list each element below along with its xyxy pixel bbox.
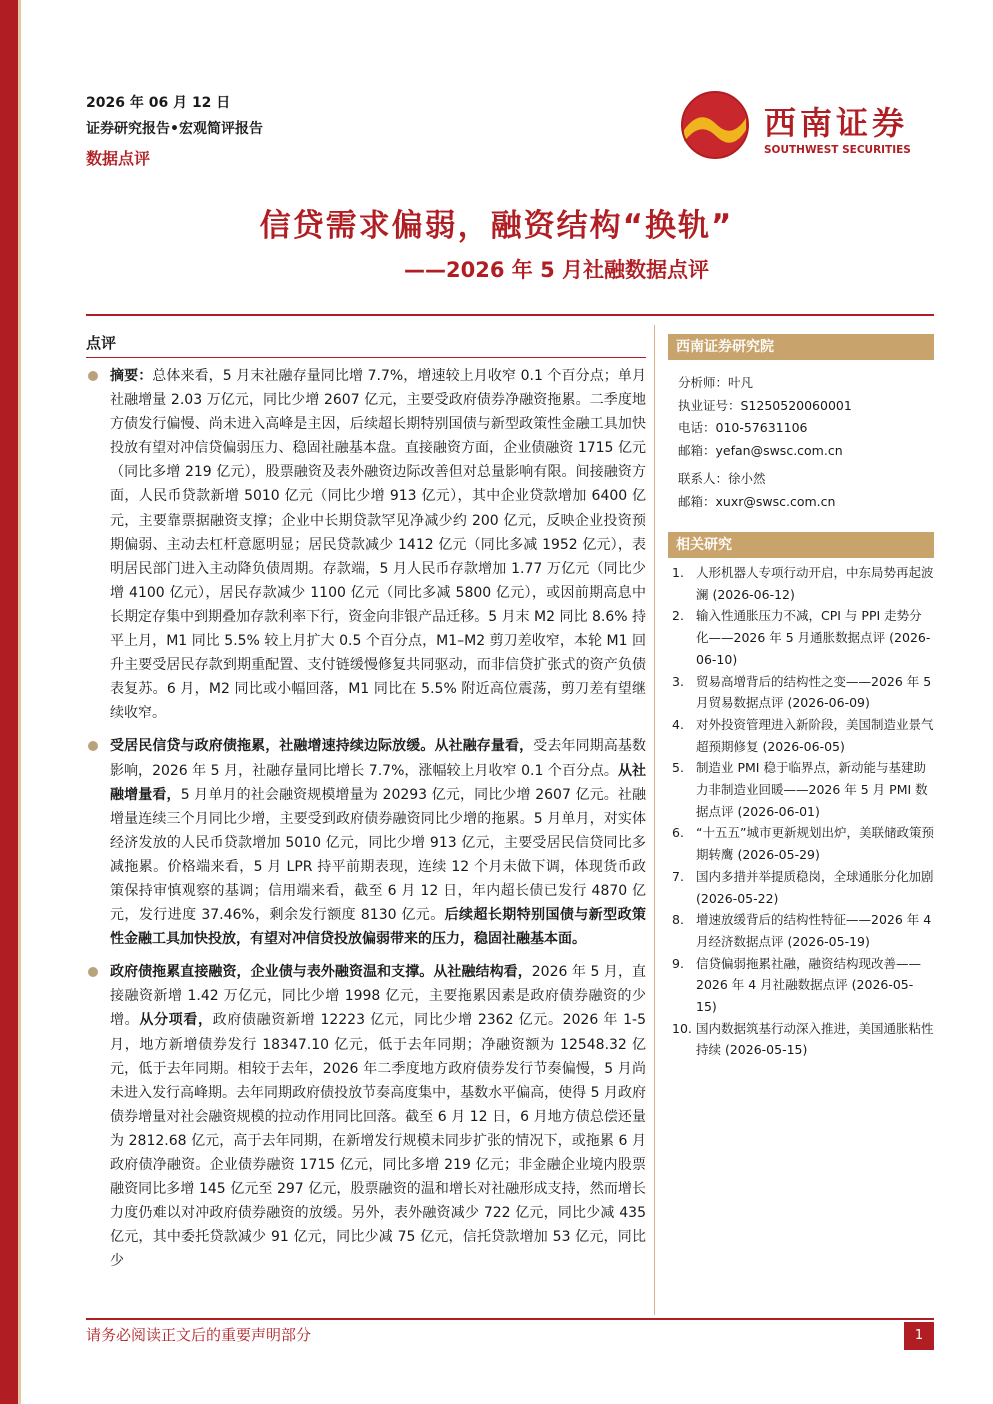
related-research-list <box>668 558 934 1061</box>
paragraph-lead: 受居民信贷与政府债拖累，社融增速持续边际放缓。从社融存量看， <box>110 738 534 755</box>
paragraph-body: 受去年同期高基数影响，2026 年 5 月，社融存量同比增长 7.7%，涨幅较上月收窄 0.1 个百分点。 <box>110 738 647 779</box>
logo-name-en: SOUTHWEST SECURITIES <box>764 144 911 156</box>
page-subtitle: ——2026 年 5 月社融数据点评 <box>404 258 709 282</box>
paragraph-body-2: 5 月单月的社会融资规模增量为 20293 亿元，同比少增 2607 亿元。社融增量连续三个月同比少增，主要受到政府债券融资同比少增的拖累。5 月单月，对实体经济发放的人民币贷款增加 5010 亿元，同比少增 913 亿元，主要受居民信贷同比多减拖累。价格端来看，5 月 LPR 持平前期表现，连续 12 个月未做下调，体现货币政策保持审慎观察的基调；信用端来看，截至 6 月 12 日，年内超长债已发行 4870 亿元，发行进度 37.46%，剩余发行额度 8130 亿元。 <box>110 786 646 924</box>
related-item[interactable]: 8. 增速放缓背后的结构性特征——2026 年 4 月经济数据点评 (2026-05-19) <box>672 912 932 949</box>
logo-name-cn: 西南证券 <box>764 104 909 142</box>
paragraph-body: 2026 年 5 月，直接融资新增 1.42 万亿元，同比少增 1998 亿元，主要拖累因素是政府债券融资的少增。 <box>110 964 647 1029</box>
paragraph-body-2: 政府债融资新增 12223 亿元，同比少增 2362 亿元。2026 年 1-5 月，地方新增债券发行 18347.10 亿元，低于去年同期；净融资额为 12548.32 亿元，低于去年同期。相较于去年，2026 年二季度地方政府债券发行节奏偏慢，5 月尚未进入发行高峰期。去年同期政府债投放节奏高度集中，基数水平偏高，使得 5 月政府债券增量对社会融资规模的拉动作用同比回落。截至 6 月 12 日，6 月地方债总偿还量为 2812.68 亿元，高于去年同期，在新增发行规模未同步扩张的情况下，或拖累 6 月政府债净融资。企业债券融资 1715 亿元，同比多增 219 亿元；非金融企业境内股票融资同比多增 145 亿元至 297 亿元，股票融资的温和增长对社融形成支持，然而增长力度仍难以对冲政府债券融资的放缓。另外，表外融资减少 722 亿元，同比少减 435 亿元，其中委托贷款减少 91 亿元，同比少减 75 亿元，信托贷款增加 53 亿元，同比少 <box>110 1012 646 1270</box>
analyst-name: 分析师：叶凡 <box>678 375 754 390</box>
section-heading: 点评 <box>86 334 117 352</box>
related-research-panel <box>668 532 934 1061</box>
related-item[interactable]: 6. “十五五”城市更新规划出炉，美联储政策预期转鹰 (2026-05-29) <box>672 825 934 863</box>
bullet-icon <box>88 741 98 751</box>
bullet-icon <box>88 371 98 381</box>
paragraph-lead-2: 从社融增量看， <box>110 762 646 803</box>
company-logo <box>680 90 930 170</box>
paragraph-summary <box>86 364 646 725</box>
related-item[interactable]: 4. 对外投资管理进入新阶段，美国制造业景气超预期修复 (2026-06-05) <box>672 716 934 754</box>
contact-name: 联系人：徐小然 <box>678 471 766 486</box>
logo-emblem-icon <box>680 90 750 160</box>
report-type: 证券研究报告•宏观简评报告 <box>86 121 263 137</box>
contact-email[interactable]: 邮箱：xuxr@swsc.com.cn <box>678 493 836 509</box>
related-item[interactable]: 5. 制造业 PMI 稳于临界点，新动能与基建助力非制造业回暖——2026 年 5 月 PMI 数据点评 (2026-06-01) <box>672 760 928 819</box>
paragraph-social-financing <box>86 734 646 951</box>
page-number: 1 <box>904 1322 934 1350</box>
related-item[interactable]: 1. 人形机器人专项行动开启，中东局势再起波澜 (2026-06-12) <box>672 565 934 602</box>
analyst-info <box>668 360 934 513</box>
related-research-title: 相关研究 <box>668 532 934 558</box>
related-item[interactable]: 2. 输入性通胀压力不减，CPI 与 PPI 走势分化——2026 年 5 月通胀数据点评 (2026-06-10) <box>672 608 931 667</box>
analyst-panel <box>668 334 934 513</box>
footer-disclaimer: 请务必阅读正文后的重要声明部分 <box>86 1326 312 1344</box>
footer-divider <box>86 1318 934 1320</box>
related-item[interactable]: 3. 贸易高增背后的结构性之变——2026 年 5 月贸易数据点评 (2026-06-09) <box>672 673 932 711</box>
analyst-panel-title: 西南证券研究院 <box>668 334 934 360</box>
paragraph-lead: 政府债拖累直接融资，企业债与表外融资温和支撑。从社融结构看， <box>110 964 532 981</box>
paragraph-body: 总体来看，5 月末社融存量同比增 7.7%，增速较上月收窄 0.1 个百分点；单月社融增量 2.03 万亿元，同比少增 2607 亿元，主要受政府债券净融资拖累。二季度地方债发行偏慢、尚未进入高峰是主因，后续超长期特别国债与新型政策性金融工具加快投放有望对冲信贷偏弱压力、稳固社融基本盘。直接融资方面，企业债融资 1715 亿元（同比多增 219 亿元），股票融资及表外融资边际改善但对总量影响有限。间接融资方面，人民币贷款新增 5010 亿元（同比少增 913 亿元），其中企业贷款增加 6400 亿元，主要靠票据融资支撑；企业中长期贷款罕见净减少约 200 亿元，反映企业投资预期偏弱、主动去杠杆意愿明显；居民贷款减少 1412 亿元（同比多减 1952 亿元），表明居民部门进入主动降负债周期。存款端，5 月人民币存款增加 1.77 万亿元（同比少增 4100 亿元），居民存款减少 1100 亿元（同比多减 5800 亿元），或因前期高息中长期定存集中到期叠加存款利率下行，资金向非银产品迁移。5 月末 M2 同比 8.6% 持平上月，M1 同比 5.5% 较上月扩大 0.5 个百分点，M1–M2 剪刀差收窄，本轮 M1 回升主要受居民存款到期重配置、支付链缓慢修复共同驱动，而非信贷扩张式的资产负债表复苏。6 月，M2 同比或小幅回落，M1 同比在 5.5% 附近高位震荡，剪刀差有望继续收窄。 <box>110 368 647 722</box>
title-divider <box>86 314 934 316</box>
report-category: 数据点评 <box>86 149 151 168</box>
paragraph-lead: 摘要： <box>110 368 153 384</box>
paragraph-lead-2: 从分项看， <box>139 1012 213 1029</box>
related-item[interactable]: 7. 国内多措并举提质稳岗，全球通胀分化加剧 (2026-05-22) <box>672 868 934 906</box>
analyst-phone: 电话：010-57631106 <box>678 420 808 435</box>
paragraph-financing-structure <box>86 960 646 1273</box>
report-date: 2026 年 06 月 12 日 <box>86 95 231 111</box>
analyst-email[interactable]: 邮箱：yefan@swsc.com.cn <box>678 442 843 458</box>
related-item[interactable]: 10. 国内数据筑基行动深入推进，美国通胀粘性持续 (2026-05-15) <box>672 1020 934 1058</box>
page-title: 信贷需求偏弱，融资结构“换轨” <box>259 208 734 244</box>
paragraph-conclusion: 后续超长期特别国债与新型政策性金融工具加快投放，有望对冲信贷投放偏弱带来的压力，稳固社融基本面。 <box>110 907 646 948</box>
column-divider <box>654 325 655 1315</box>
section-divider <box>86 357 646 358</box>
analyst-license: 执业证号：S1250520060001 <box>678 397 852 413</box>
bullet-icon <box>88 967 98 977</box>
related-item[interactable]: 9. 信贷偏弱拖累社融，融资结构现改善——2026 年 4 月社融数据点评 (2026-05-15) <box>672 955 922 1015</box>
main-content <box>86 364 646 1282</box>
